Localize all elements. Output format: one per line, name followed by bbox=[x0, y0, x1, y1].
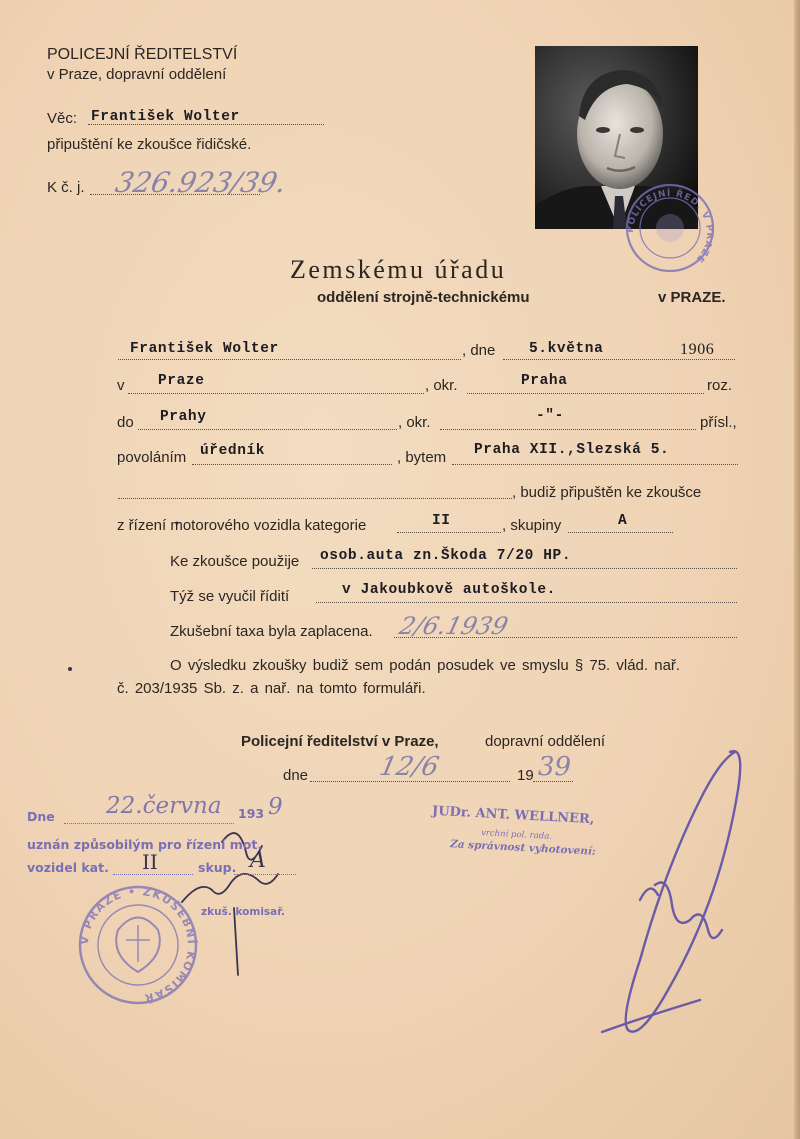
director-signature bbox=[602, 751, 740, 1032]
pouzije-label: Ke zkoušce použije bbox=[170, 553, 300, 570]
exam-date-line bbox=[64, 823, 234, 824]
okr-label-1: , okr. bbox=[425, 377, 458, 394]
occupation-value: úředník bbox=[200, 443, 266, 459]
occupation-line bbox=[192, 464, 392, 465]
addressee-city: v PRAZE. bbox=[658, 289, 726, 306]
footer-dne-label: dne bbox=[283, 767, 309, 784]
photo-seal bbox=[626, 185, 714, 271]
office-subheading: v Praze, dopravní oddělení bbox=[47, 66, 227, 83]
kcj-value: 326.923/39. bbox=[112, 166, 290, 199]
v-label: v bbox=[117, 377, 125, 394]
svg-text:POLICEJNÍ ŘED. V PRAZE: POLICEJNÍ ŘED. V PRAZE bbox=[625, 188, 715, 265]
roz-label: roz. bbox=[707, 377, 733, 394]
birth-place: Praze bbox=[158, 373, 205, 389]
group-value: A bbox=[618, 513, 628, 529]
birthdate-line bbox=[503, 359, 735, 360]
result-line-2: č. 203/1935 Sb. z. a nař. na tomto formuláři. bbox=[117, 680, 426, 697]
okr2-line bbox=[440, 429, 696, 430]
school-line bbox=[316, 602, 737, 603]
svg-text:V PRAZE • ZKUŠEBNÍ KOMISAŘ: V PRAZE • ZKUŠEBNÍ KOMISAŘ bbox=[77, 884, 199, 1005]
exam-date: 22.června bbox=[106, 793, 222, 819]
birth-year: 1906 bbox=[680, 341, 715, 358]
birthplace-line bbox=[128, 393, 424, 394]
ink-dot bbox=[68, 667, 72, 671]
subject-line: připuštění ke zkoušce řidičské. bbox=[47, 136, 252, 153]
rizeni-label: z řízení motorového vozidla kategorie bbox=[117, 517, 367, 534]
exam-seal bbox=[78, 885, 198, 1005]
exam-cat-line bbox=[113, 874, 193, 875]
exam-year-prefix: 193 bbox=[238, 806, 265, 821]
footer-year-prefix: 19 bbox=[517, 767, 534, 784]
addressee-title: Zemskému úřadu bbox=[290, 255, 507, 284]
footer-office-dept: dopravní oddělení bbox=[485, 733, 606, 750]
exam-komisar-label: zkuš. komisař. bbox=[201, 906, 285, 918]
skupiny-label: , skupiny bbox=[502, 517, 562, 534]
name-line bbox=[118, 359, 461, 360]
okr1-value: Praha bbox=[521, 373, 568, 389]
exam-vozidel-label: vozidel kat. bbox=[27, 860, 109, 875]
stamp-rank: vrchní pol. rada. bbox=[480, 828, 553, 842]
birth-day: 5.května bbox=[529, 341, 604, 357]
taxa-date: 2/6.1939 bbox=[396, 612, 511, 640]
okr2-value: -"- bbox=[536, 408, 564, 424]
prisl-label: přísl., bbox=[700, 414, 737, 431]
footer-office: Policejní ředitelství v Praze, bbox=[241, 733, 439, 750]
vec-value: František Wolter bbox=[91, 109, 240, 125]
footer-year: 39 bbox=[538, 752, 572, 782]
taxa-label: Zkušební taxa byla zaplacena. bbox=[170, 623, 373, 640]
category-value: II bbox=[432, 513, 451, 529]
category-line bbox=[397, 532, 501, 533]
okr-label-2: , okr. bbox=[398, 414, 431, 431]
address-line bbox=[452, 464, 738, 465]
stamp-note: Za správnost vyhotovení: bbox=[449, 838, 597, 858]
dne-label: , dne bbox=[462, 342, 496, 359]
exam-year: 9 bbox=[268, 794, 283, 820]
applicant-name: František Wolter bbox=[130, 341, 279, 357]
addressee-dept: oddělení strojně-technickému bbox=[317, 289, 530, 306]
school-value: v Jakoubkově autoškole. bbox=[342, 582, 556, 598]
result-line-1: O výsledku zkoušky budiž sem podán posudek ve smyslu § 75. vlád. nař. bbox=[170, 657, 681, 674]
vehicle-line bbox=[312, 568, 737, 569]
footer-date: 12/6 bbox=[376, 752, 442, 782]
group-line bbox=[568, 532, 673, 533]
office-heading: POLICEJNÍ ŘEDITELSTVÍ bbox=[47, 46, 238, 63]
exam-group: A bbox=[250, 848, 266, 873]
exam-skup-label: skup. bbox=[198, 860, 237, 875]
bytem-label: , bytem bbox=[397, 449, 447, 466]
vehicle-value: osob.auta zn.Škoda 7/20 HP. bbox=[320, 548, 572, 564]
blank-line bbox=[118, 498, 512, 499]
vec-label: Věc: bbox=[47, 110, 78, 127]
address-value: Praha XII.,Slezská 5. bbox=[474, 442, 670, 458]
budiz-label: , budiž připuštěn ke zkoušce bbox=[512, 484, 702, 501]
domicile-value: Prahy bbox=[160, 409, 207, 425]
stamp-name: JUDr. ANT. WELLNER, bbox=[431, 803, 595, 828]
exam-cat: II bbox=[142, 850, 158, 874]
exam-line-2: uznán způsobilým pro řízení mot. bbox=[27, 837, 263, 852]
do-label: do bbox=[117, 414, 134, 431]
vyucil-label: Týž se vyučil řídití bbox=[170, 588, 290, 605]
domicile-line bbox=[138, 429, 397, 430]
kcj-label: K č. j. bbox=[47, 179, 85, 196]
povolanim-label: povoláním bbox=[117, 449, 187, 466]
exam-dne-label: Dne bbox=[27, 809, 55, 824]
exam-group-line bbox=[234, 874, 296, 875]
okr1-line bbox=[467, 393, 704, 394]
